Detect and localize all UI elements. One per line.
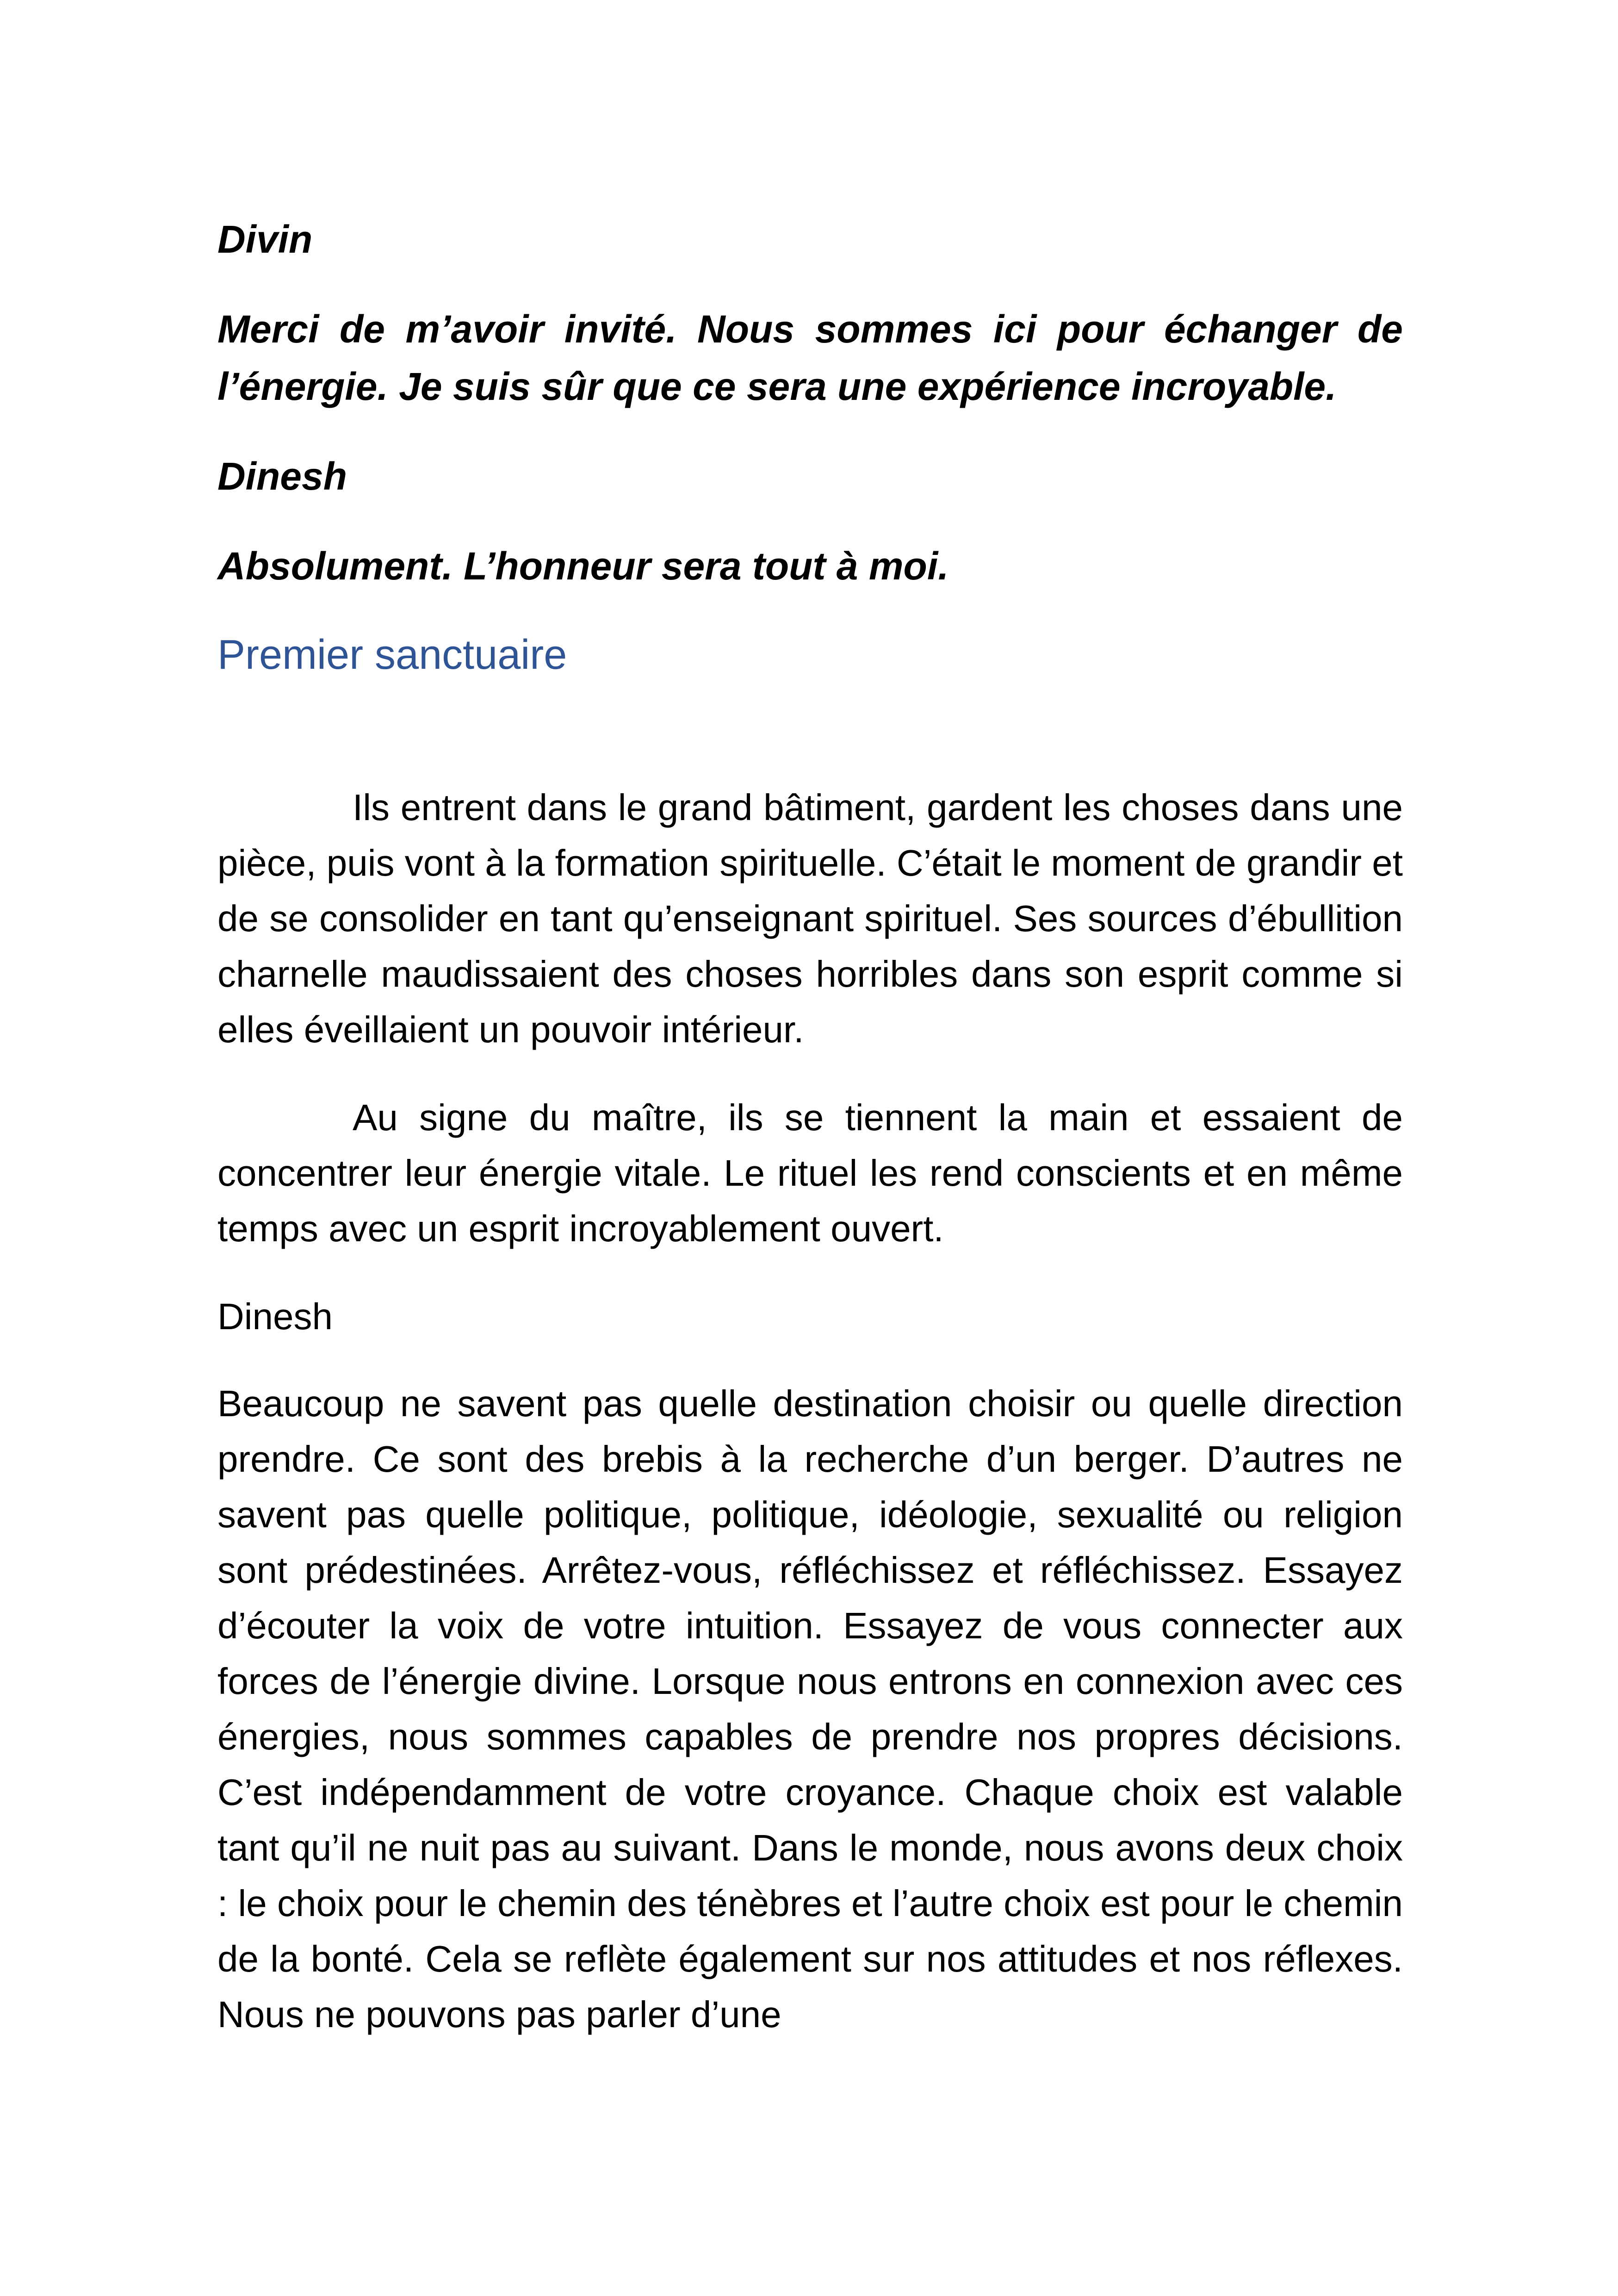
section-heading: Premier sanctuaire <box>217 632 567 678</box>
speaker-name-dinesh: Dinesh <box>217 454 347 498</box>
speaker-name-divin: Divin <box>217 218 313 261</box>
page-content <box>217 211 1403 2075</box>
speech-divin: Merci de m’avoir invité. Nous sommes ici pour échanger de l’énergie. Je suis sûr que ce sera une expérience incroyable. <box>217 307 1403 408</box>
paragraph-1: Ils entrent dans le grand bâtiment, gardent les choses dans une pièce, puis vont à la formation spirituelle. C’était le moment de grandir et de se consolider en tant qu’enseignant spirituel. Ses sources d’ébullition charnelle maudissaient des choses horribles dans son esprit comme si elles éveillaient un pouvoir intérieur. <box>217 787 1403 1050</box>
paragraph-3: Beaucoup ne savent pas quelle destination choisir ou quelle direction prendre. Ce sont des brebis à la recherche d’un berger. D’autres ne savent pas quelle politique, politique, idéologie, sexualité ou religion sont prédestinées. Arrêtez-vous, réfléchissez et réfléchissez. Essayez d’écouter la voix de votre intuition. Essayez de vous connecter aux forces de l’énergie divine. Lorsque nous entrons en connexion avec ces énergies, nous sommes capables de prendre nos propres décisions. C’est indépendamment de votre croyance. Chaque choix est valable tant qu’il ne nuit pas au suivant. Dans le monde, nous avons deux choix : le choix pour le chemin des ténèbres et l’autre choix est pour le chemin de la bonté. Cela se reflète également sur nos attitudes et nos réflexes. Nous ne pouvons pas parler d’une <box>217 1383 1403 2035</box>
paragraph-2: Au signe du maître, ils se tiennent la main et essaient de concentrer leur énergie vitale. Le rituel les rend conscients et en même temps avec un esprit incroyablement ouvert. <box>217 1097 1403 1249</box>
speech-dinesh: Absolument. L’honneur sera tout à moi. <box>217 544 949 588</box>
speaker-label-dinesh: Dinesh <box>217 1296 333 1337</box>
